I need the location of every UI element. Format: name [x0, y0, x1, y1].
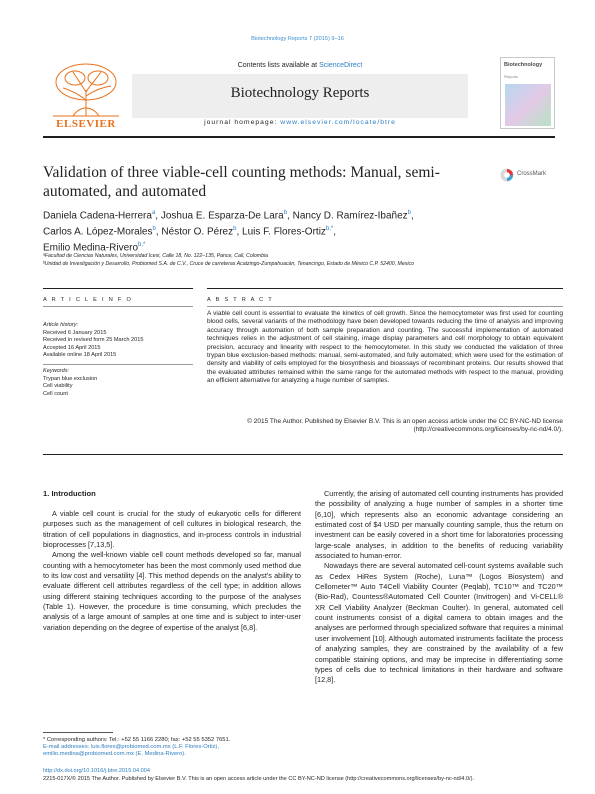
- body-paragraph: Nowadays there are several automated cell-count systems available such as Cedex HiRes System (Roche), Luna™ (Logos Biosystem) and Cellometer™ Auto T4Cell Viability Counter (Peqlab), TC10™ and TC20™ (Bio-Rad), Countess®Automated Cell Counter (Invitrogen) and Vi-CELL® XR Cell Viability Analyzer (Beckman Coulter). In general, automated cell count instruments consist of a digital camera to obtain images and the analyses are performed through specialized software that requires a minimal user involvement [10]. Although automated instruments facilitate the process of analyzing samples, they are constrained by the availability of a few compatible staining options, and may be imprecise in differentiating some types of cells due to technical limitations in their hardware and software [12,8].: [315, 561, 563, 685]
- section-heading-introduction: 1. Introduction: [43, 489, 96, 498]
- affiliation-b: ᵇUnidad de Investigación y Desarrollo, Probiomed S.A. de C.V., Cruce de carreteras Acatzingo-Zumpahuacán, Tenancingo, Estado de México C.P. 52400, Mexico: [43, 261, 414, 267]
- crossmark-label: CrossMark: [517, 171, 547, 177]
- author-separator: ,: [411, 210, 414, 222]
- journal-homepage: [132, 119, 468, 126]
- author-affiliation-mark[interactable]: b: [152, 225, 156, 232]
- homepage-link[interactable]: www.elsevier.com/locate/btre: [280, 119, 396, 126]
- keyword: Trypan blue exclusion: [43, 375, 98, 382]
- history-item: Accepted 16 April 2015: [43, 344, 101, 351]
- history-label: Article history:: [43, 322, 79, 328]
- publisher-wordmark: ELSEVIER: [56, 118, 116, 130]
- affiliation-a: ᵃFacultad de Ciencias Naturales, Universidad Icesi, Calle 18, No. 122–135, Pance, Cali, Colombia: [43, 253, 269, 259]
- author-affiliation-mark[interactable]: b: [407, 210, 411, 216]
- contents-prefix: Contents lists available at: [237, 62, 318, 69]
- author-separator: ,: [155, 226, 162, 238]
- article-info: [43, 322, 193, 398]
- info-rule-sub: [43, 306, 193, 307]
- info-rule-top: [43, 288, 193, 289]
- body-paragraph: Among the well-known viable cell count methods developed so far, manual counting with a hemocytometer has been the most commonly used method due to its low cost and versatility [4]. This method depends on the analyst's ability to evaluate different cell attributes regardless of the cell type; in addition allows using different staining techniques according to the purpose of the analyses (Table 1). However, the procedure is time consuming, which precludes the analysis of a large amount of samples at one time and is subject to inter-user variation depending on the degree of expertise of the analyst [6,8].: [43, 550, 301, 632]
- footnote-line: * Corresponding authors: Tel.: +52 55 1166 2280; fax: +52 55 5352 7651.: [43, 737, 231, 743]
- crossmark-icon: [500, 168, 514, 182]
- abstract-rule-sub: [207, 306, 563, 307]
- homepage-prefix: journal homepage:: [204, 119, 278, 126]
- running-header[interactable]: Biotechnology Reports 7 (2015) 9–16: [251, 36, 344, 42]
- header-rule: [43, 136, 555, 138]
- crossmark-badge[interactable]: [500, 168, 560, 182]
- author-list: [43, 207, 513, 254]
- contents-line: [150, 62, 450, 69]
- doi-link[interactable]: http://dx.doi.org/10.1016/j.btre.2015.04.004: [43, 768, 150, 774]
- author-affiliation-mark[interactable]: b,*: [138, 241, 146, 248]
- body-paragraph: A viable cell count is crucial for the study of eukaryotic cells for different purposes such as the management of cell cultures in biological research, the titration of cell populations in diagnostics, and in-process controls in industrial bioprocesses [7,13,5].: [43, 509, 301, 550]
- article-title: Validation of three viable-cell counting methods: Manual, semi-automated, and automated: [43, 164, 440, 200]
- history-item: Received in revised form 25 March 2015: [43, 337, 144, 344]
- footnote-rule: [43, 732, 113, 733]
- page-footer: [43, 767, 563, 783]
- abstract-rule-bottom: [43, 454, 563, 455]
- corresponding-footnote: [43, 737, 313, 759]
- cover-artwork: [505, 84, 551, 126]
- history-item: Available online 18 April 2015: [43, 352, 117, 359]
- history-item: Received 6 January 2015: [43, 329, 107, 336]
- author-affiliation-mark[interactable]: b: [233, 225, 237, 232]
- keywords-label: Keywords:: [43, 367, 70, 374]
- author-name[interactable]: Emilio Medina-Rivero: [43, 241, 139, 253]
- author-name[interactable]: Néstor O. Pérez: [161, 226, 234, 238]
- keyword: Cell viability: [43, 383, 73, 390]
- sciencedirect-link[interactable]: ScienceDirect: [319, 62, 363, 69]
- author-name[interactable]: Daniela Cadena-Herrera: [43, 210, 152, 222]
- keyword: Cell count: [43, 390, 68, 397]
- article-info-heading: A R T I C L E I N F O: [43, 297, 133, 303]
- author-name[interactable]: Nancy D. Ramírez-Ibañez: [292, 210, 408, 222]
- author-affiliation-mark[interactable]: b,*: [325, 225, 334, 232]
- abstract-heading: A B S T R A C T: [207, 297, 274, 303]
- footnote-email-line[interactable]: E-mail addresses: luis.flores@probiomed.com.mx (L.F. Flores-Ortiz),: [43, 744, 219, 751]
- author-separator: ,: [333, 226, 337, 238]
- author-separator: ,: [236, 226, 243, 238]
- author-name[interactable]: Carlos A. López-Morales: [43, 226, 153, 238]
- cover-subtitle: Reports: [504, 74, 519, 79]
- cover-title: Biotechnology: [504, 62, 543, 68]
- left-column: [43, 509, 301, 633]
- journal-title: Biotechnology Reports: [230, 85, 370, 101]
- abstract-copyright: © 2015 The Author. Published by Elsevier B.V. This is an open access article under the CC BY-NC-ND license (http://creativecommons.org/licenses/by-nc-nd/4.0/).: [247, 418, 563, 434]
- abstract-text: A viable cell count is essential to evaluate the kinetics of cell growth. Since the hemocytometer was first used for counting blood cells, several variants of the methodology have been developed towards reducing the time of analysis and improving accuracy through automation of both sample preparation and counting. The successful implementation of automated techniques relies in the adjustment of cell staining, image display parameters and cell morphology to obtain equivalent precision, accuracy and linearity with respect to the hemocytometer. In this study we conducted the validation of three trypan blue exclusion-based methods: manual, semi-automated, and fully automated; which were used for the estimation of density and viability of cells employed for the biosynthesis and bioassays of recombinant proteins. Our results showed that the evaluated attributes remained within the same range for the automated methods with respect to the manual, providing an efficient alternative for analyzing a huge number of samples.: [207, 310, 563, 385]
- keywords-divider: [43, 364, 193, 365]
- author-separator: ,: [287, 210, 293, 222]
- author-affiliation-mark[interactable]: a: [151, 210, 156, 216]
- footnote-email-line[interactable]: emilio.medina@probiomed.com.mx (E. Medina-Rivero).: [43, 751, 186, 758]
- body-paragraph: Currently, the arising of automated cell counting instruments has provided the possibility of analyzing a huge number of samples in a shorter time [6,10], which represents also an economic advantage considering an estimated cost of $4 USD per manually counting sample, thus the return on investment can be easily covered in a short time for laboratories processing large-scale analyses, in addition to the benefits of reducing variability associated to human-error.: [315, 489, 563, 561]
- abstract-rule-top: [207, 288, 563, 289]
- elsevier-tree-logo: [43, 60, 129, 118]
- author-separator: ,: [155, 210, 161, 222]
- author-name[interactable]: Joshua E. Esparza-De Lara: [160, 210, 284, 222]
- author-affiliation-mark[interactable]: b: [283, 210, 288, 216]
- journal-cover-thumbnail[interactable]: [500, 57, 555, 129]
- right-column: [315, 489, 563, 686]
- author-name[interactable]: Luis F. Flores-Ortiz: [242, 226, 326, 238]
- license-line: 2215-017X/© 2015 The Author. Published by Elsevier B.V. This is an open access article under the CC BY-NC-ND license (http://creativecommons.org/licenses/by-nc-nd/4.0/).: [43, 776, 475, 783]
